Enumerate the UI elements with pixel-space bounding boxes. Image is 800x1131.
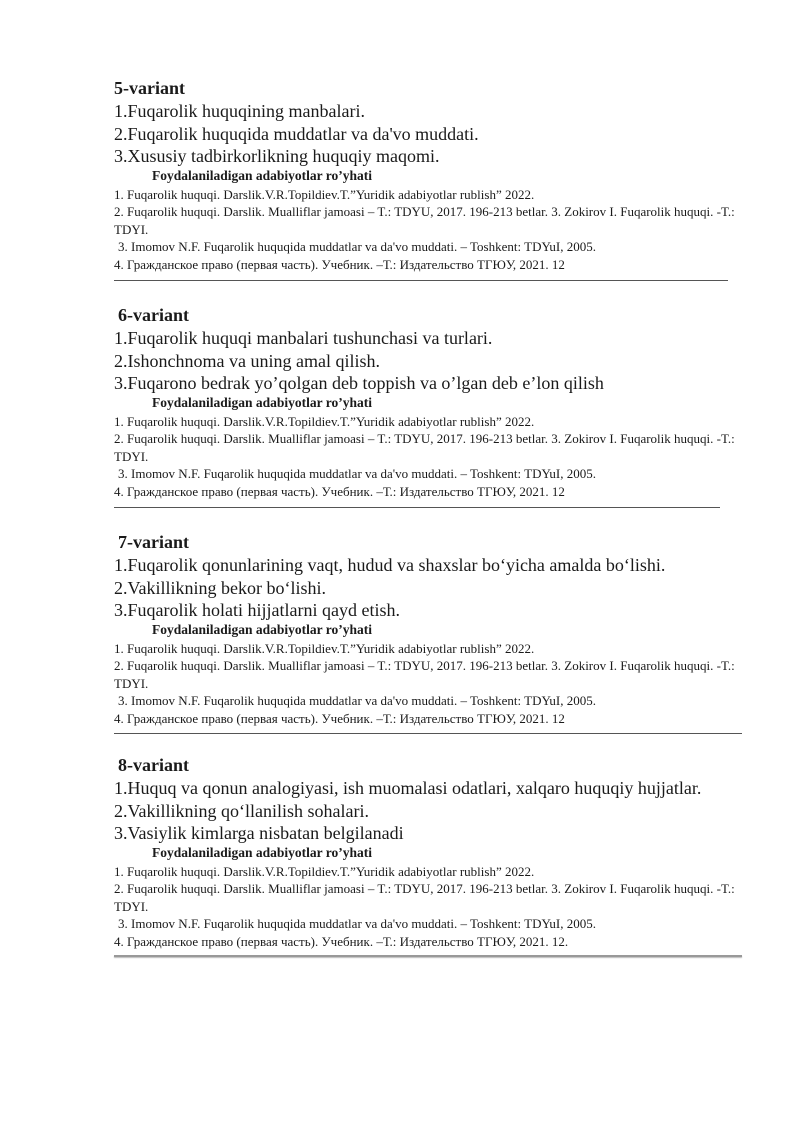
question-3: 3.Vasiylik kimlarga nisbatan belgilanadi — [114, 823, 404, 843]
question-2: 2.Vakillikning qo‘llanilish sohalari. — [114, 800, 369, 821]
question-2: 2.Ishonchnoma va uning amal qilish. — [114, 350, 380, 371]
variant-7-section — [114, 531, 744, 727]
variant-title: 6-variant — [118, 305, 189, 325]
reference-3: 3. Imomov N.F. Fuqarolik huquqida muddatlar va da'vo muddati. – Toshkent: TDYuI, 2005. — [118, 693, 596, 708]
question-1: 1.Fuqarolik qonunlarining vaqt, hudud va shaxslar bo‘yicha amalda bo‘lishi. — [114, 555, 666, 575]
separator-line — [114, 280, 728, 281]
literature-title: Foydalaniladigan adabiyotlar ro’yhati — [152, 394, 373, 410]
reference-4: 4. Гражданское право (первая часть). Учебник. –Т.: Издательство ТГЮУ, 2021. 12 — [114, 256, 565, 272]
reference-2: 2. Fuqarolik huquqi. Darslik. Mualliflar jamoasi – T.: TDYU, 2017. 196-213 betlar. 3. Zokirov I. Fuqarolik huquqi. -T.: TDYI. — [114, 431, 735, 464]
reference-4: 4. Гражданское право (первая часть). Учебник. –Т.: Издательство ТГЮУ, 2021. 12 — [114, 483, 565, 499]
question-3: 3.Fuqarono bedrak yo’qolgan deb toppish va o’lgan deb e’lon qilish — [114, 373, 604, 393]
reference-4: 4. Гражданское право (первая часть). Учебник. –Т.: Издательство ТГЮУ, 2021. 12. — [114, 933, 569, 949]
variant-5-section — [114, 77, 744, 273]
separator-line — [114, 507, 720, 508]
variant-8-section — [114, 754, 744, 950]
reference-2: 2. Fuqarolik huquqi. Darslik. Mualliflar jamoasi – T.: TDYU, 2017. 196-213 betlar. 3. Zokirov I. Fuqarolik huquqi. -T.: TDYI. — [114, 204, 735, 237]
variant-6-section — [114, 304, 744, 500]
question-1: 1.Fuqarolik huquqining manbalari. — [114, 101, 365, 121]
reference-1: 1. Fuqarolik huquqi. Darslik.V.R.Topildiev.T.”Yuridik adabiyotlar rublish” 2022. — [114, 186, 535, 202]
reference-1: 1. Fuqarolik huquqi. Darslik.V.R.Topildiev.T.”Yuridik adabiyotlar rublish” 2022. — [114, 863, 535, 879]
question-2: 2.Vakillikning bekor bo‘lishi. — [114, 577, 326, 598]
reference-4: 4. Гражданское право (первая часть). Учебник. –Т.: Издательство ТГЮУ, 2021. 12 — [114, 710, 565, 726]
reference-1: 1. Fuqarolik huquqi. Darslik.V.R.Topildiev.T.”Yuridik adabiyotlar rublish” 2022. — [114, 640, 535, 656]
question-3: 3.Xususiy tadbirkorlikning huquqiy maqomi. — [114, 146, 440, 166]
literature-title: Foydalaniladigan adabiyotlar ro’yhati — [152, 621, 373, 637]
reference-3: 3. Imomov N.F. Fuqarolik huquqida muddatlar va da'vo muddati. – Toshkent: TDYuI, 2005. — [118, 239, 596, 254]
variant-title: 7-variant — [118, 532, 189, 552]
question-3: 3.Fuqarolik holati hijjatlarni qayd etish. — [114, 600, 400, 620]
variant-title: 8-variant — [118, 755, 189, 775]
literature-title: Foydalaniladigan adabiyotlar ro’yhati — [152, 844, 373, 860]
reference-3: 3. Imomov N.F. Fuqarolik huquqida muddatlar va da'vo muddati. – Toshkent: TDYuI, 2005. — [118, 916, 596, 931]
reference-2: 2. Fuqarolik huquqi. Darslik. Mualliflar jamoasi – T.: TDYU, 2017. 196-213 betlar. 3. Zokirov I. Fuqarolik huquqi. -T.: TDYI. — [114, 658, 735, 691]
reference-2: 2. Fuqarolik huquqi. Darslik. Mualliflar jamoasi – T.: TDYU, 2017. 196-213 betlar. 3. Zokirov I. Fuqarolik huquqi. -T.: TDYI. — [114, 881, 735, 914]
question-1: 1.Huquq va qonun analogiyasi, ish muomalasi odatlari, xalqaro huquqiy hujjatlar. — [114, 778, 702, 798]
reference-1: 1. Fuqarolik huquqi. Darslik.V.R.Topildiev.T.”Yuridik adabiyotlar rublish” 2022. — [114, 413, 535, 429]
separator-line — [114, 955, 742, 957]
question-1: 1.Fuqarolik huquqi manbalari tushunchasi va turlari. — [114, 328, 493, 348]
question-2: 2.Fuqarolik huquqida muddatlar va da'vo muddati. — [114, 123, 479, 144]
reference-3: 3. Imomov N.F. Fuqarolik huquqida muddatlar va da'vo muddati. – Toshkent: TDYuI, 2005. — [118, 466, 596, 481]
separator-line — [114, 733, 742, 734]
variant-title: 5-variant — [114, 78, 185, 98]
literature-title: Foydalaniladigan adabiyotlar ro’yhati — [152, 167, 373, 183]
